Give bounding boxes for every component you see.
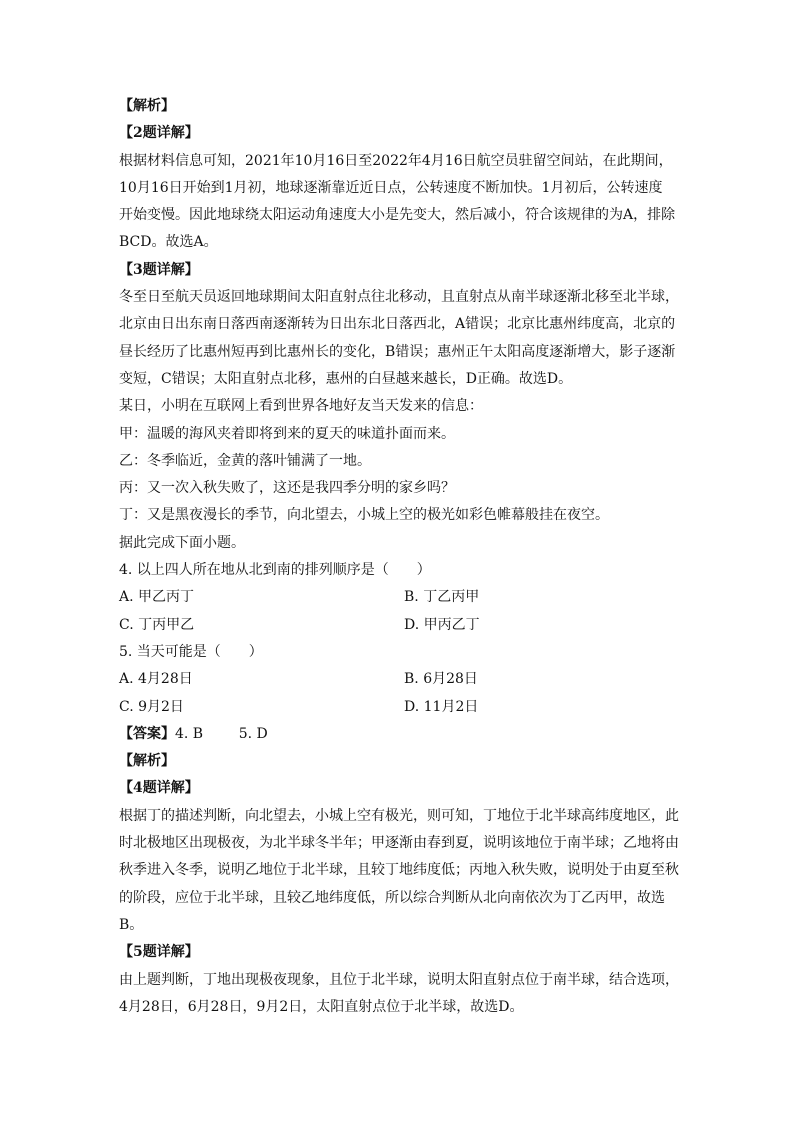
q5-options-row bbox=[119, 666, 685, 693]
q4-detail-line: 的阶段，应位于北半球，且较乙地纬度低，所以综合判断从北向南依次为丁乙丙甲，故选 bbox=[119, 889, 665, 906]
q4-option-c: C. 丁丙甲乙 bbox=[119, 616, 195, 633]
q4-detail-heading: 【4题详解】 bbox=[119, 780, 199, 797]
q2-detail-line: 开始变慢。因此地球绕太阳运动角速度大小是先变大，然后减小，符合该规律的为A，排除 bbox=[119, 207, 676, 224]
q2-detail-line: BCD。故选A。 bbox=[119, 234, 218, 251]
q3-detail-line: 冬至日至航天员返回地球期间太阳直射点往北移动，且直射点从南半球逐渐北移至北半球， bbox=[119, 289, 679, 306]
q4-options-row bbox=[119, 584, 685, 611]
q4-options-row bbox=[119, 612, 685, 639]
q2-detail-heading: 【2题详解】 bbox=[119, 125, 199, 142]
q4-option-a: A. 甲乙丙丁 bbox=[119, 589, 195, 606]
q5-detail-line: 由上题判断，丁地出现极夜现象，且位于北半球，说明太阳直射点位于南半球，结合选项， bbox=[119, 971, 679, 988]
material-intro: 某日，小明在互联网上看到世界各地好友当天发来的信息： bbox=[119, 398, 483, 415]
q4-detail-line: B。 bbox=[119, 916, 144, 933]
q5-detail-line: 4月28日，6月28日，9月2日，太阳直射点位于北半球，故选D。 bbox=[119, 998, 524, 1015]
q4-detail-line: 秋季进入冬季，说明乙地位于北半球，且较丁地纬度低；丙地入秋失败，说明处于由夏至秋 bbox=[119, 862, 679, 879]
document-page bbox=[119, 93, 685, 1021]
q5-stem: 5. 当天可能是（ ） bbox=[119, 643, 263, 660]
material-jia: 甲：温暖的海风夹着即将到来的夏天的味道扑面而来。 bbox=[119, 425, 455, 442]
material-instruction: 据此完成下面小题。 bbox=[119, 534, 245, 551]
q4-option-d: D. 甲丙乙丁 bbox=[404, 616, 480, 633]
q5-option-a: A. 4月28日 bbox=[119, 671, 193, 688]
q5-option-b: B. 6月28日 bbox=[404, 671, 478, 688]
q5-option-d: D. 11月2日 bbox=[404, 698, 479, 715]
q3-detail-heading: 【3题详解】 bbox=[119, 261, 199, 278]
answer-q4: 4. B bbox=[175, 725, 204, 742]
q4-detail-line: 根据丁的描述判断，向北望去，小城上空有极光，则可知，丁地位于北半球高纬度地区，此 bbox=[119, 807, 679, 824]
q3-detail-line: 北京由日出东南日落西南逐渐转为日出东北日落西北，A错误；北京比惠州纬度高，北京的 bbox=[119, 316, 676, 333]
q3-detail-line: 昼长经历了比惠州短再到比惠州长的变化，B错误；惠州正午太阳高度逐渐增大，影子逐渐 bbox=[119, 343, 676, 360]
answer-q5: 5. D bbox=[238, 725, 268, 742]
q4-stem: 4. 以上四人所在地从北到南的排列顺序是（ ） bbox=[119, 562, 431, 579]
q2-detail-line: 根据材料信息可知，2021年10月16日至2022年4月16日航空员驻留空间站，在此期间， bbox=[119, 152, 673, 169]
q4-option-b: B. 丁乙丙甲 bbox=[404, 589, 480, 606]
q3-detail-line: 变短，C错误；太阳直射点北移，惠州的白昼越来越长，D正确。故选D。 bbox=[119, 370, 573, 387]
q4-detail-line: 时北极地区出现极夜，为北半球冬半年；甲逐渐由春到夏，说明该地位于南半球；乙地将由 bbox=[119, 835, 679, 852]
q5-options-row bbox=[119, 694, 685, 721]
q5-detail-heading: 【5题详解】 bbox=[119, 944, 199, 961]
material-bing: 丙：又一次入秋失败了，这还是我四季分明的家乡吗？ bbox=[119, 480, 455, 497]
answer-line bbox=[119, 721, 685, 748]
answer-label: 【答案】 bbox=[119, 725, 175, 742]
material-ding: 丁：又是黑夜漫长的季节，向北望去，小城上空的极光如彩色帷幕般挂在夜空。 bbox=[119, 507, 609, 524]
analysis-heading: 【解析】 bbox=[119, 98, 175, 114]
material-yi: 乙：冬季临近，金黄的落叶铺满了一地。 bbox=[119, 452, 371, 469]
q5-option-c: C. 9月2日 bbox=[119, 698, 184, 715]
q2-detail-line: 10月16日开始到1月初，地球逐渐靠近近日点，公转速度不断加快。1月初后，公转速度 bbox=[119, 179, 663, 196]
analysis-heading-2: 【解析】 bbox=[119, 753, 175, 770]
